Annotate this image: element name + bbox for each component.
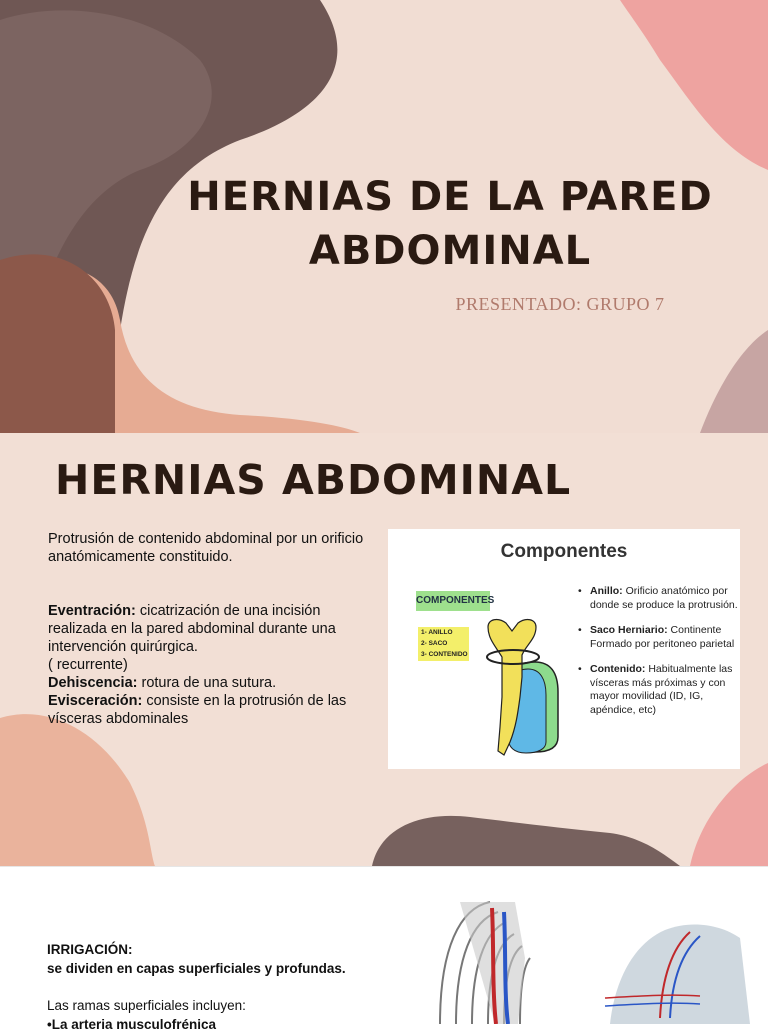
list-item: 1- ANILLO (421, 629, 453, 636)
evisceracion-paragraph (48, 692, 383, 728)
hernia-diagram (480, 617, 570, 757)
first-branch (47, 1015, 407, 1034)
evisceracion-term: Evisceración: (48, 693, 143, 709)
presenter-subtitle: PRESENTADO: GRUPO 7 (455, 294, 665, 314)
dehiscencia-text: rotura de una sutura. (137, 675, 277, 691)
bullet-term: Saco Herniario: (590, 624, 668, 636)
bullet-saco (578, 624, 738, 651)
bullet-text: Habitualmente las vísceras más próximas y con mayor movilidad (ID, IG, apéndice, etc) (590, 663, 733, 716)
components-bullets (578, 585, 738, 729)
anatomy-illustration (400, 868, 768, 1024)
evisceracion-text: consiste en la protrusión de las vísceras abdominales (48, 693, 347, 727)
list-item: 2- SACO (421, 640, 448, 647)
bullet-anillo (578, 585, 738, 612)
subheading-text: se dividen en capas superficiales y profundas. (47, 961, 346, 976)
irrigacion-heading (47, 940, 407, 959)
bullet-term: Contenido: (590, 663, 646, 675)
ramas-intro: Las ramas superficiales incluyen: (47, 998, 246, 1013)
definition-paragraph: Protrusión de contenido abdominal por un orificio anatómicamente constituido. (48, 531, 364, 565)
list-item: 3- CONTENIDO (421, 651, 468, 658)
title-slide (0, 0, 768, 433)
components-list (418, 627, 469, 661)
definitions-text (48, 530, 383, 728)
bullet-text: Orificio anatómico por donde se produce la protrusión. (590, 585, 738, 611)
recurrente-note: ( recurrente) (48, 657, 128, 673)
dehiscencia-term: Dehiscencia: (48, 675, 138, 691)
irrigacion-text (47, 940, 407, 1034)
components-badge: COMPONENTES (416, 591, 490, 611)
dehiscencia-paragraph (48, 674, 383, 692)
bullet-text: Continente Formado por peritoneo parietal (590, 624, 735, 650)
slide-title: HERNIAS ABDOMINAL (55, 456, 572, 504)
irrigacion-subheading (47, 959, 407, 978)
bullet-term: Anillo: (590, 585, 623, 597)
figure-title: Componentes (500, 541, 628, 562)
eventracion-text: cicatrización de una incisión realizada en la pared abdominal durante una intervención quirúrgica. (48, 603, 336, 655)
title-line-1: HERNIAS DE LA PARED (187, 174, 713, 220)
eventracion-paragraph (48, 602, 383, 656)
heading-text: IRRIGACIÓN: (47, 942, 133, 957)
first-branch-text: •La arteria musculofrénica (47, 1017, 217, 1032)
eventracion-term: Eventración: (48, 603, 136, 619)
bullet-contenido (578, 663, 738, 717)
title-line-2: ABDOMINAL (308, 228, 592, 274)
components-figure (388, 529, 740, 769)
presentation-title (180, 170, 720, 278)
